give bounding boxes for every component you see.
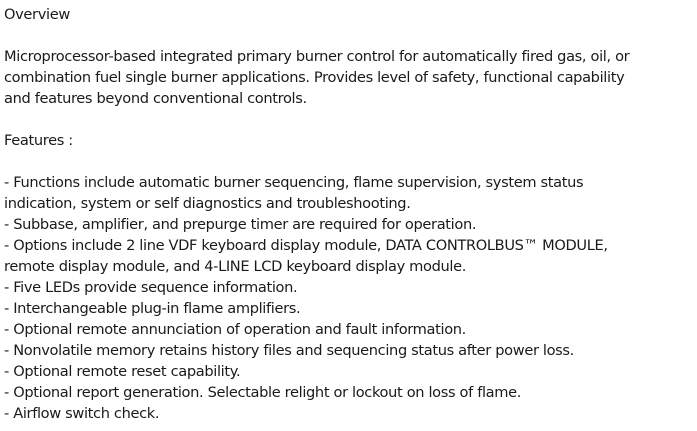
description-line: and features beyond conventional controls. xyxy=(4,90,307,107)
feature-line: indication, system or self diagnostics and troubleshooting. xyxy=(4,195,411,212)
description-line: Microprocessor-based integrated primary burner control for automatically fired gas, oil, or xyxy=(4,48,630,65)
features-list xyxy=(4,172,697,424)
features-heading: Features : xyxy=(4,132,73,149)
overview-heading: Overview xyxy=(4,6,70,23)
feature-line: - Functions include automatic burner sequencing, flame supervision, system status xyxy=(4,174,584,191)
description-line: combination fuel single burner applications. Provides level of safety, functional capability xyxy=(4,69,625,86)
spacer xyxy=(4,25,697,46)
feature-line: - Options include 2 line VDF keyboard display module, DATA CONTROLBUS™ MODULE, xyxy=(4,237,608,254)
feature-line: - Nonvolatile memory retains history files and sequencing status after power loss. xyxy=(4,342,574,359)
feature-line: - Optional report generation. Selectable relight or lockout on loss of flame. xyxy=(4,384,522,401)
feature-line: - Optional remote reset capability. xyxy=(4,363,241,380)
feature-line: - Airflow switch check. xyxy=(4,405,160,422)
feature-line: - Five LEDs provide sequence information. xyxy=(4,279,298,296)
feature-line: - Subbase, amplifier, and prepurge timer are required for operation. xyxy=(4,216,477,233)
feature-line: - Interchangeable plug-in flame amplifiers. xyxy=(4,300,301,317)
feature-line: remote display module, and 4-LINE LCD keyboard display module. xyxy=(4,258,467,275)
spacer xyxy=(4,151,697,172)
spacer xyxy=(4,109,697,130)
feature-line: - Optional remote annunciation of operation and fault information. xyxy=(4,321,466,338)
